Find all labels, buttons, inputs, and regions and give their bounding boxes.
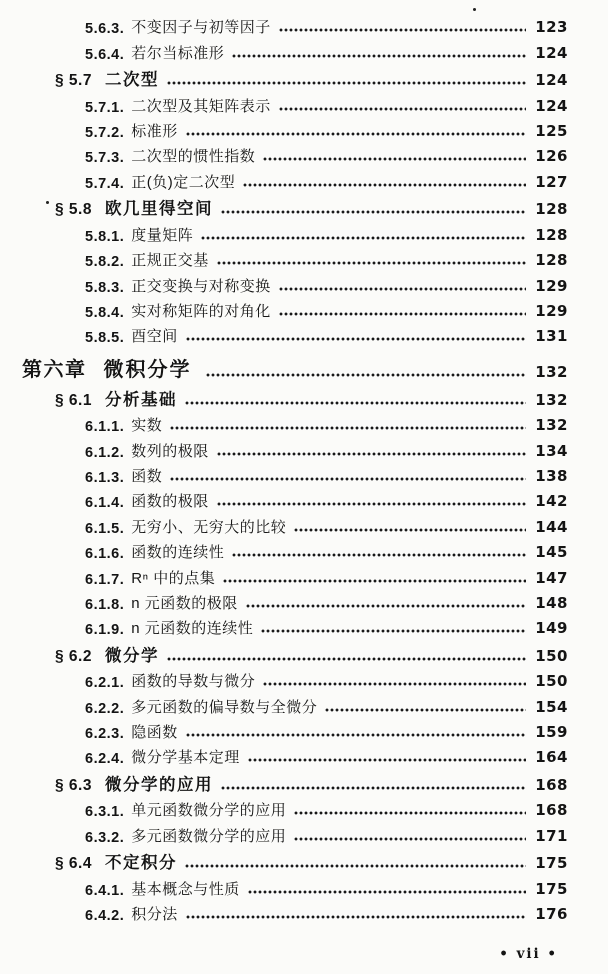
- entry-title: 标准形: [131, 123, 178, 141]
- entry-title: 微分学: [104, 646, 159, 665]
- toc-entry: [0, 410, 568, 435]
- entry-page-number: 124: [535, 43, 568, 62]
- toc-entry: [0, 90, 568, 115]
- entry-number: 5.8.2.: [85, 254, 125, 271]
- entry-number: 5.6.4.: [85, 46, 125, 63]
- entry-number: 6.1.3.: [85, 469, 125, 486]
- dot-leader: [186, 132, 526, 136]
- entry-title: 二次型: [104, 71, 159, 90]
- entry-number: 6.1.7.: [85, 571, 125, 588]
- entry-page-number: 125: [535, 122, 568, 141]
- entry-page-number: 168: [535, 775, 568, 794]
- dot-leader: [223, 579, 526, 583]
- toc-entry: [0, 537, 568, 562]
- dot-leader: [279, 287, 526, 291]
- toc-entry: [0, 846, 568, 874]
- entry-number: 5.8.1.: [85, 228, 125, 245]
- toc-entry: [0, 795, 568, 820]
- entry-number: 6.1.5.: [85, 520, 125, 537]
- entry-title: 函数的导数与微分: [131, 673, 256, 691]
- entry-page-number: 149: [535, 619, 568, 638]
- entry-page-number: 164: [535, 748, 568, 767]
- entry-number: § 6.2: [55, 647, 92, 665]
- entry-title: 二次型及其矩阵表示: [131, 97, 271, 115]
- dot-leader: [221, 786, 526, 790]
- toc-entry: [0, 873, 568, 898]
- entry-number: § 5.8: [55, 201, 92, 219]
- toc-entry: [0, 588, 568, 613]
- entry-number: § 6.1: [55, 391, 92, 409]
- entry-page-number: 134: [535, 441, 568, 460]
- entry-page-number: 168: [535, 801, 568, 820]
- entry-number: 6.2.1.: [85, 675, 125, 692]
- entry-page-number: 127: [535, 172, 568, 191]
- toc-entry: [0, 116, 568, 141]
- toc-entry: [0, 382, 568, 410]
- entry-title: 正(负)定二次型: [131, 173, 236, 191]
- toc-entry: [0, 192, 568, 220]
- entry-page-number: 126: [535, 147, 568, 166]
- entry-page-number: 144: [535, 517, 568, 536]
- entry-title: 正交变换与对称变换: [131, 277, 271, 295]
- dot-leader: [186, 337, 526, 341]
- entry-page-number: 132: [535, 390, 568, 409]
- toc-entry: [0, 219, 568, 244]
- entry-page-number: 175: [535, 854, 568, 873]
- dot-leader: [221, 210, 526, 214]
- dot-leader: [185, 401, 526, 405]
- toc-entry: [0, 638, 568, 666]
- dot-leader: [294, 837, 526, 841]
- entry-title: 微分学的应用: [104, 775, 213, 794]
- dot-leader: [279, 312, 526, 316]
- entry-title: 微积分学: [103, 359, 192, 382]
- toc-entry: [0, 166, 568, 191]
- table-of-contents: [0, 12, 608, 924]
- entry-number: 6.4.2.: [85, 907, 125, 924]
- entry-number: 5.6.3.: [85, 21, 125, 38]
- dot-leader: [294, 811, 526, 815]
- entry-page-number: 129: [535, 276, 568, 295]
- entry-page-number: 145: [535, 543, 568, 562]
- entry-page-number: 124: [535, 71, 568, 90]
- entry-number: 5.7.2.: [85, 125, 125, 142]
- page-footer: • vii •: [499, 946, 558, 962]
- dot-leader: [201, 236, 526, 240]
- scan-speck: [473, 8, 476, 11]
- entry-number: 第六章: [22, 359, 87, 382]
- entry-number: 6.4.1.: [85, 882, 125, 899]
- dot-leader: [263, 157, 526, 161]
- entry-page-number: 132: [535, 416, 568, 435]
- entry-number: § 5.7: [55, 72, 92, 90]
- entry-title: 单元函数微分学的应用: [131, 802, 287, 820]
- entry-title: 无穷小、无穷大的比较: [131, 518, 287, 536]
- entry-page-number: 128: [535, 251, 568, 270]
- toc-entry: [0, 63, 568, 91]
- entry-page-number: 176: [535, 904, 568, 923]
- toc-entry: [0, 717, 568, 742]
- entry-title: 数列的极限: [131, 442, 209, 460]
- entry-number: 5.8.4.: [85, 304, 125, 321]
- entry-title: 正规正交基: [131, 252, 209, 270]
- entry-number: 5.7.4.: [85, 175, 125, 192]
- dot-leader: [325, 708, 526, 712]
- entry-number: 6.1.9.: [85, 622, 125, 639]
- dot-leader: [186, 915, 526, 919]
- entry-title: n 元函数的极限: [131, 594, 238, 612]
- dot-leader: [170, 477, 526, 481]
- entry-number: 5.8.3.: [85, 279, 125, 296]
- toc-entry: [0, 37, 568, 62]
- toc-entry: [0, 613, 568, 638]
- entry-page-number: 128: [535, 200, 568, 219]
- entry-number: § 6.4: [55, 855, 92, 873]
- entry-page-number: 123: [535, 18, 568, 37]
- dot-leader: [248, 890, 526, 894]
- entry-page-number: 150: [535, 646, 568, 665]
- toc-entry: [0, 321, 568, 346]
- entry-title: 隐函数: [131, 723, 178, 741]
- dot-leader: [246, 604, 526, 608]
- entry-page-number: 159: [535, 722, 568, 741]
- entry-title: 二次型的惯性指数: [131, 148, 256, 166]
- dot-leader: [232, 54, 526, 58]
- dot-leader: [217, 452, 526, 456]
- dot-leader: [261, 629, 526, 633]
- entry-page-number: 154: [535, 697, 568, 716]
- entry-page-number: 142: [535, 492, 568, 511]
- entry-number: 6.3.1.: [85, 804, 125, 821]
- entry-number: 6.1.4.: [85, 495, 125, 512]
- entry-page-number: 129: [535, 301, 568, 320]
- toc-entry: [0, 666, 568, 691]
- entry-title: 积分法: [131, 905, 178, 923]
- toc-entry: [0, 141, 568, 166]
- dot-leader: [232, 553, 526, 557]
- entry-title: 多元函数的偏导数与全微分: [131, 698, 318, 716]
- entry-title: 函数: [131, 467, 163, 485]
- entry-page-number: 131: [535, 327, 568, 346]
- entry-title: 欧几里得空间: [104, 200, 213, 219]
- entry-number: 6.1.8.: [85, 596, 125, 613]
- entry-page-number: 128: [535, 225, 568, 244]
- toc-entry: [0, 511, 568, 536]
- entry-page-number: 138: [535, 466, 568, 485]
- toc-entry: [0, 296, 568, 321]
- entry-title: 多元函数微分学的应用: [131, 827, 287, 845]
- dot-leader: [263, 682, 526, 686]
- dot-leader: [279, 28, 526, 32]
- toc-entry: [0, 767, 568, 795]
- entry-number: 6.1.2.: [85, 444, 125, 461]
- entry-title: 函数的连续性: [131, 544, 225, 562]
- dot-leader: [170, 426, 526, 430]
- entry-title: 基本概念与性质: [131, 880, 240, 898]
- entry-title: 不定积分: [104, 854, 177, 873]
- entry-number: 5.7.1.: [85, 99, 125, 116]
- dot-leader: [167, 81, 526, 85]
- entry-number: 6.2.3.: [85, 725, 125, 742]
- entry-number: 6.2.4.: [85, 751, 125, 768]
- dot-leader: [217, 502, 526, 506]
- dot-leader: [243, 183, 526, 187]
- entry-number: 6.1.1.: [85, 419, 125, 436]
- toc-entry: [0, 486, 568, 511]
- entry-number: § 6.3: [55, 776, 92, 794]
- toc-entry: [0, 245, 568, 270]
- toc-entry: [0, 435, 568, 460]
- dot-leader: [186, 733, 526, 737]
- toc-entry: [0, 461, 568, 486]
- toc-entry: [0, 562, 568, 587]
- toc-entry: [0, 691, 568, 716]
- dot-leader: [206, 373, 527, 377]
- entry-page-number: 171: [535, 826, 568, 845]
- entry-page-number: 175: [535, 879, 568, 898]
- dot-leader: [217, 261, 526, 265]
- entry-title: 若尔当标准形: [131, 44, 225, 62]
- entry-page-number: 150: [535, 672, 568, 691]
- entry-page-number: 147: [535, 568, 568, 587]
- toc-entry: [0, 270, 568, 295]
- entry-number: 6.2.2.: [85, 700, 125, 717]
- toc-entry: [0, 820, 568, 845]
- dot-leader: [279, 107, 526, 111]
- entry-title: Rⁿ 中的点集: [131, 569, 216, 587]
- toc-entry: [0, 742, 568, 767]
- dot-leader: [167, 657, 526, 661]
- dot-leader: [185, 864, 526, 868]
- entry-title: 实对称矩阵的对角化: [131, 302, 271, 320]
- entry-title: n 元函数的连续性: [131, 620, 254, 638]
- dot-leader: [294, 528, 526, 532]
- entry-title: 函数的极限: [131, 493, 209, 511]
- entry-title: 微分学基本定理: [131, 749, 240, 767]
- entry-title: 不变因子与初等因子: [131, 19, 271, 37]
- entry-page-number: 124: [535, 96, 568, 115]
- toc-entry: [0, 12, 568, 37]
- toc-entry: [0, 349, 568, 382]
- entry-number: 5.7.3.: [85, 150, 125, 167]
- toc-entry: [0, 899, 568, 924]
- dot-leader: [248, 758, 526, 762]
- entry-title: 酉空间: [131, 328, 178, 346]
- entry-number: 5.8.5.: [85, 330, 125, 347]
- entry-number: 6.3.2.: [85, 829, 125, 846]
- scan-speck: [46, 201, 49, 204]
- entry-page-number: 148: [535, 593, 568, 612]
- entry-title: 度量矩阵: [131, 226, 194, 244]
- entry-number: 6.1.6.: [85, 546, 125, 563]
- entry-title: 分析基础: [104, 390, 177, 409]
- entry-title: 实数: [131, 417, 163, 435]
- entry-page-number: 132: [535, 363, 568, 382]
